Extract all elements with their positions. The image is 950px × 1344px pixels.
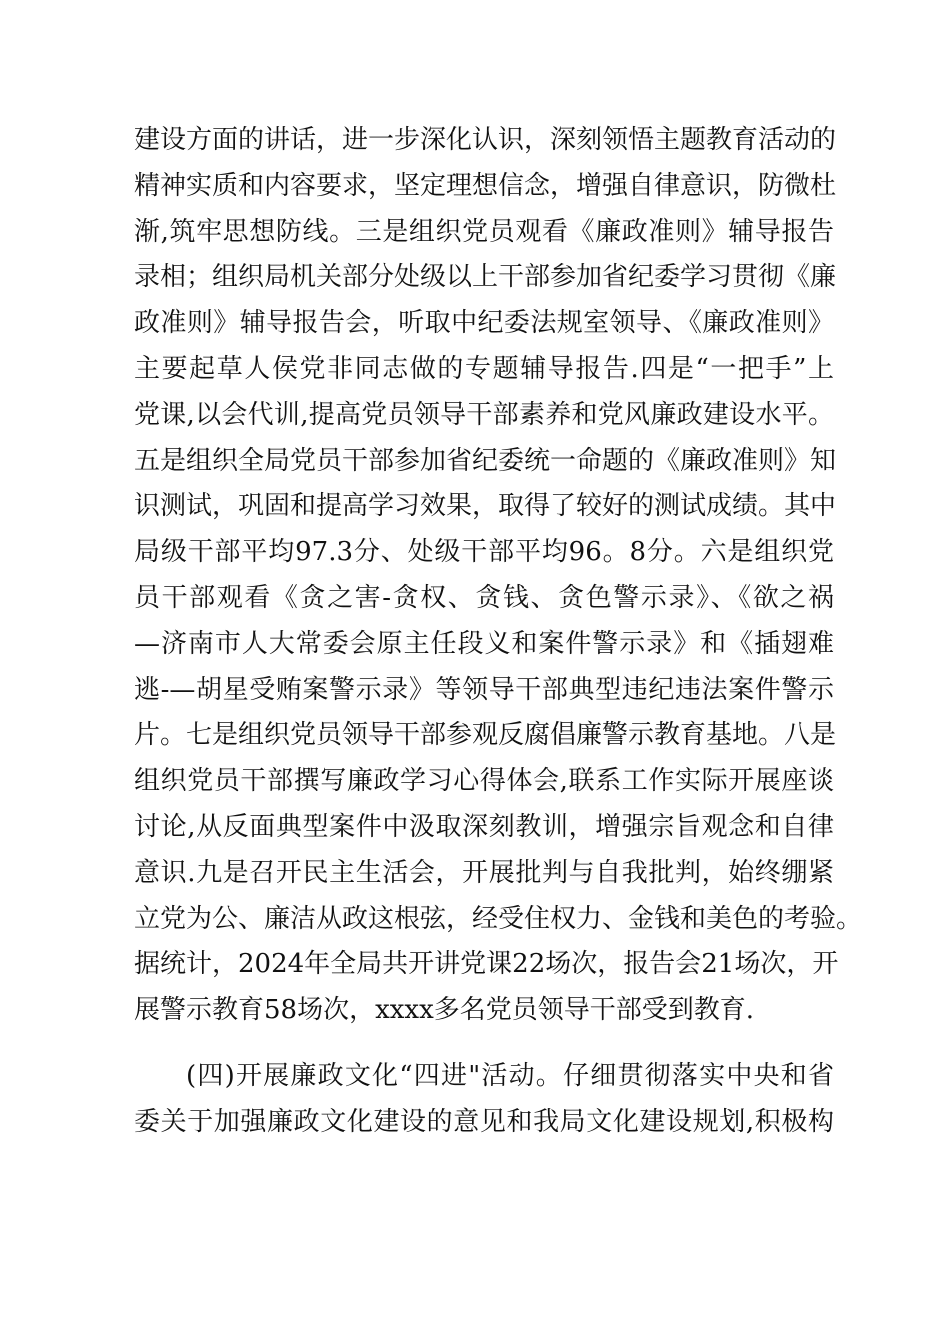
paragraph-line: 精神实质和内容要求，坚定理想信念，增强自律意识，防微杜 (134, 170, 837, 201)
paragraph-line: 建设方面的讲话，进一步深化认识，深刻领悟主题教育活动的 (134, 125, 837, 155)
paragraph-line: 局级干部平均97.3分、处级干部平均96。8分。六是组织党 (134, 537, 834, 568)
document-body (134, 118, 863, 1146)
paragraph-line: 识测试，巩固和提高学习效果，取得了较好的测试成绩。其中 (134, 491, 837, 522)
paragraph-line: 员干部观看《贪之害-贪权、贪钱、贪色警示录》、《欲之祸 (134, 582, 834, 613)
paragraph-line: 意识.九是召开民主生活会，开展批判与自我批判，始终绷紧 (134, 857, 834, 888)
section-heading-line: (四)开展廉政文化“四进"活动。仔细贯彻落实中央和省 (186, 1060, 834, 1091)
paragraph-line: —济南市人大常委会原主任段义和案件警示录》和《插翅难 (134, 628, 834, 659)
paragraph-line: 渐,筑牢思想防线。三是组织党员观看《廉政准则》辅导报告 (134, 216, 834, 247)
paragraph-2 (134, 1054, 834, 1146)
paragraph-line: 逃-—胡星受贿案警示录》等领导干部典型违纪违法案件警示 (134, 674, 834, 705)
paragraph-line: 据统计，2024年全局共开讲党课22场次，报告会21场次，开 (134, 949, 839, 980)
paragraph-1 (134, 118, 863, 1034)
paragraph-line: 展警示教育58场次，xxxx多名党员领导干部受到教育. (134, 995, 755, 1026)
paragraph-line: 片。七是组织党员领导干部参观反腐倡廉警示教育基地。八是 (134, 720, 837, 751)
paragraph-line: 立党为公、廉洁从政这根弦，经受住权力、金钱和美色的考验。 (134, 903, 863, 934)
paragraph-line: 录相；组织局机关部分处级以上干部参加省纪委学习贯彻《廉 (134, 262, 837, 293)
paragraph-line: 党课,以会代训,提高党员领导干部素养和党风廉政建设水平。 (134, 399, 834, 430)
paragraph-gap (134, 1034, 834, 1054)
paragraph-line: 政准则》辅导报告会，听取中纪委法规室领导、《廉政准则》 (134, 308, 834, 339)
paragraph-line: 讨论,从反面典型案件中汲取深刻教训，增强宗旨观念和自律 (134, 811, 834, 842)
paragraph-line: 五是组织全局党员干部参加省纪委统一命题的《廉政准则》知 (134, 445, 837, 476)
paragraph-line: 组织党员干部撰写廉政学习心得体会,联系工作实际开展座谈 (134, 766, 834, 797)
paragraph-line: 主要起草人侯党非同志做的专题辅导报告.四是“一把手”上 (134, 353, 834, 384)
paragraph-line: 委关于加强廉政文化建设的意见和我局文化建设规划,积极构 (134, 1106, 834, 1137)
